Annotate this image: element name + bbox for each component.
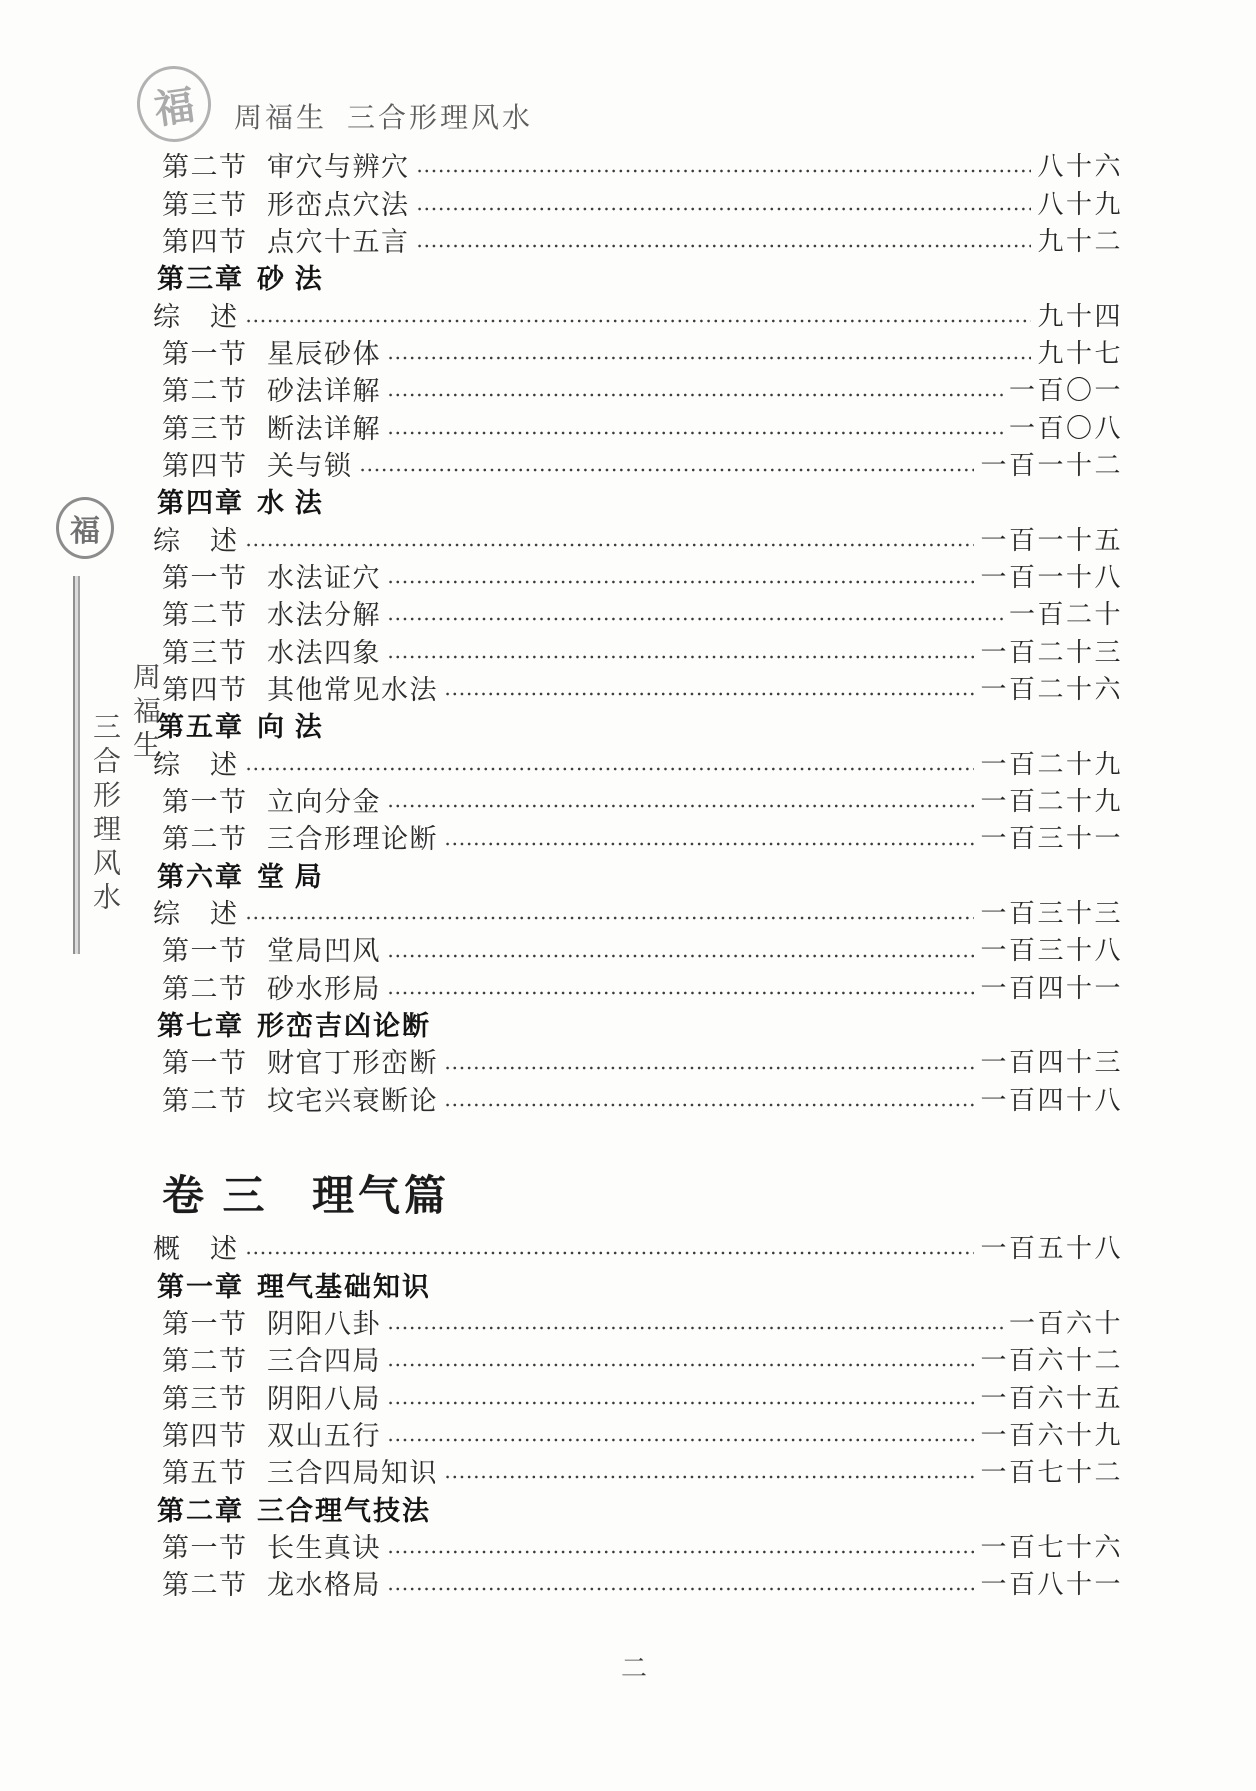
toc-entry-page: 一百六十九 xyxy=(980,1420,1123,1450)
toc-entry-page: 一百一十八 xyxy=(980,562,1123,592)
toc-entry-label: 第二节 xyxy=(162,376,248,407)
toc-leader-dots xyxy=(243,893,975,930)
toc-entry xyxy=(145,1080,1123,1117)
toc-entry-label: 第三节 xyxy=(162,1383,248,1414)
toc-leader-dots xyxy=(385,1415,974,1452)
toc-entry xyxy=(145,258,1123,295)
volume-heading: 卷 三 理气篇 xyxy=(162,1174,451,1220)
toc-entry-page: 一百二十六 xyxy=(980,674,1123,704)
toc-entry-label: 第四节 xyxy=(162,674,248,705)
toc-entry-title: 关与锁 xyxy=(267,450,353,481)
toc-entry xyxy=(145,1303,1123,1340)
toc-leader-dots xyxy=(385,631,974,668)
sidebar-seal-icon xyxy=(56,497,114,559)
toc-part-2 xyxy=(145,1228,1123,1601)
toc-leader-dots xyxy=(385,930,974,967)
toc-leader-dots xyxy=(328,482,1117,519)
toc-entry-page: 一百六十五 xyxy=(980,1383,1123,1413)
toc-leader-dots xyxy=(414,183,1032,220)
toc-entry-title: 断法详解 xyxy=(267,413,381,444)
toc-entry-title: 砂 法 xyxy=(257,264,324,295)
toc-entry xyxy=(145,1452,1123,1489)
toc-leader-dots xyxy=(442,1080,974,1117)
toc-leader-dots xyxy=(385,407,1003,444)
toc-entry xyxy=(145,968,1123,1005)
toc-entry-title: 双山五行 xyxy=(267,1420,381,1451)
toc-entry-label: 第六章 xyxy=(157,861,244,892)
toc-entry-page: 一百四十一 xyxy=(980,973,1123,1003)
toc-entry-label: 第二节 xyxy=(162,824,248,855)
toc-leader-dots xyxy=(328,706,1117,743)
toc-entry xyxy=(145,1527,1123,1564)
toc-entry-page: 一百七十六 xyxy=(980,1532,1123,1562)
toc-entry-page: 九十二 xyxy=(1037,226,1123,256)
toc-entry-title: 水 法 xyxy=(257,488,324,519)
seal-character: 福 xyxy=(70,515,100,548)
toc-entry-label: 第三节 xyxy=(162,637,248,668)
toc-entry-label: 第一节 xyxy=(162,1532,248,1563)
toc-entry-title: 形峦吉凶论断 xyxy=(257,1011,431,1042)
toc-leader-dots xyxy=(385,1527,974,1564)
toc-leader-dots xyxy=(385,968,974,1005)
toc-entry-label: 第二节 xyxy=(162,1570,248,1601)
toc-leader-dots xyxy=(243,295,1032,332)
toc-leader-dots xyxy=(385,370,1003,407)
toc-entry-page: 一百三十三 xyxy=(980,899,1123,929)
toc-entry-label: 第四章 xyxy=(157,488,244,519)
sidebar-author: 周福生 xyxy=(129,662,160,764)
toc-entry-label: 第四节 xyxy=(162,1420,248,1451)
toc-entry-title: 堂局凹风 xyxy=(267,936,381,967)
toc-entry-page: 一百五十八 xyxy=(980,1234,1123,1264)
toc-entry-title: 向 法 xyxy=(257,712,324,743)
toc-entry-page: 一百七十二 xyxy=(980,1458,1123,1488)
toc-entry xyxy=(145,1564,1123,1601)
toc-entry-page: 一百六十二 xyxy=(980,1346,1123,1376)
toc-entry-page: 一百四十三 xyxy=(980,1048,1123,1078)
toc-entry xyxy=(145,930,1123,967)
toc-entry-page: 八十六 xyxy=(1037,152,1123,182)
toc-entry-title: 堂 局 xyxy=(257,861,324,892)
toc-leader-dots xyxy=(435,1265,1117,1302)
toc-entry xyxy=(145,594,1123,631)
toc-leader-dots xyxy=(442,1042,974,1079)
toc-entry-label: 第一节 xyxy=(162,787,248,818)
toc-entry-page: 一百八十一 xyxy=(980,1570,1123,1600)
toc-entry-title: 审穴与辨穴 xyxy=(267,152,410,183)
toc-entry-page: 九十七 xyxy=(1037,338,1123,368)
toc-entry xyxy=(145,1377,1123,1414)
toc-leader-dots xyxy=(442,669,974,706)
toc-entry-title: 三合四局知识 xyxy=(267,1458,438,1489)
toc-entry xyxy=(145,1228,1123,1265)
toc-entry-label: 综 述 xyxy=(153,749,239,780)
seal-character: 福 xyxy=(151,81,198,133)
toc-entry xyxy=(145,1265,1123,1302)
toc-entry xyxy=(145,519,1123,556)
toc-entry-title: 龙水格局 xyxy=(267,1570,381,1601)
toc-leader-dots xyxy=(435,1489,1117,1526)
toc-entry xyxy=(145,744,1123,781)
toc-entry-label: 综 述 xyxy=(153,899,239,930)
toc-entry xyxy=(145,370,1123,407)
header-brand-text: 周福生 三合形理风水 xyxy=(234,103,534,134)
toc-leader-dots xyxy=(442,1452,974,1489)
toc-leader-dots xyxy=(414,221,1032,258)
sidebar-book-title: 三合形理风水 xyxy=(89,712,120,916)
toc-leader-dots xyxy=(385,1564,974,1601)
toc-leader-dots xyxy=(385,1340,974,1377)
toc-leader-dots xyxy=(442,818,974,855)
page-number: 二 xyxy=(620,1654,647,1683)
toc-leader-dots xyxy=(357,445,975,482)
toc-entry-label: 综 述 xyxy=(153,525,239,556)
toc-leader-dots xyxy=(385,1377,974,1414)
toc-entry-title: 阴阳八卦 xyxy=(267,1308,381,1339)
toc-entry xyxy=(145,295,1123,332)
toc-entry-page: 一百二十九 xyxy=(980,787,1123,817)
toc-entry-label: 第一节 xyxy=(162,338,248,369)
publisher-seal-icon xyxy=(132,61,216,147)
toc-entry-label: 第二章 xyxy=(157,1495,244,1526)
toc-entry xyxy=(145,1340,1123,1377)
toc-entry-title: 点穴十五言 xyxy=(267,226,410,257)
toc-entry-label: 第三节 xyxy=(162,413,248,444)
toc-entry xyxy=(145,221,1123,258)
toc-entry-title: 理气基础知识 xyxy=(257,1271,431,1302)
toc-entry-page: 一百二十九 xyxy=(980,749,1123,779)
sidebar-vertical-rule xyxy=(73,576,80,954)
toc-entry xyxy=(145,1005,1123,1042)
toc-entry-label: 第一节 xyxy=(162,562,248,593)
toc-leader-dots xyxy=(385,333,1031,370)
toc-entry-label: 第四节 xyxy=(162,450,248,481)
toc-entry-title: 砂法详解 xyxy=(267,376,381,407)
toc-entry-title: 三合理气技法 xyxy=(257,1495,431,1526)
toc-entry xyxy=(145,1042,1123,1079)
toc-entry-title: 水法分解 xyxy=(267,600,381,631)
toc-entry-label: 第二节 xyxy=(162,1085,248,1116)
toc-entry-label: 第一章 xyxy=(157,1271,244,1302)
toc-entry-page: 一百二十 xyxy=(1008,600,1123,630)
toc-entry-label: 第一节 xyxy=(162,1308,248,1339)
toc-leader-dots xyxy=(385,557,974,594)
toc-entry xyxy=(145,445,1123,482)
toc-entry-page: 八十九 xyxy=(1037,189,1123,219)
toc-entry-label: 第三章 xyxy=(157,264,244,295)
toc-entry-page: 一百二十三 xyxy=(980,637,1123,667)
toc-entry xyxy=(145,1415,1123,1452)
toc-entry-page: 一百三十一 xyxy=(980,824,1123,854)
toc-leader-dots xyxy=(435,1005,1117,1042)
toc-entry-title: 三合形理论断 xyxy=(267,824,438,855)
toc-entry-page: 一百四十八 xyxy=(980,1085,1123,1115)
toc-entry-title: 财官丁形峦断 xyxy=(267,1048,438,1079)
toc-leader-dots xyxy=(328,856,1117,893)
toc-entry-title: 阴阳八局 xyxy=(267,1383,381,1414)
toc-entry-title: 水法四象 xyxy=(267,637,381,668)
toc-entry-label: 第四节 xyxy=(162,226,248,257)
toc-leader-dots xyxy=(243,1228,975,1265)
toc-entry xyxy=(145,482,1123,519)
toc-leader-dots xyxy=(385,1303,1003,1340)
toc-entry-page: 一百一十二 xyxy=(980,450,1123,480)
toc-entry-title: 三合四局 xyxy=(267,1346,381,1377)
toc-entry xyxy=(145,631,1123,668)
toc-entry xyxy=(145,856,1123,893)
toc-entry-page: 一百〇一 xyxy=(1008,376,1123,406)
toc-entry-label: 第二节 xyxy=(162,973,248,1004)
toc-entry xyxy=(145,893,1123,930)
toc-entry-title: 长生真诀 xyxy=(267,1532,381,1563)
toc-leader-dots xyxy=(328,258,1117,295)
toc-entry xyxy=(145,818,1123,855)
toc-entry-label: 第七章 xyxy=(157,1011,244,1042)
toc-entry-page: 九十四 xyxy=(1037,301,1123,331)
toc-entry-label: 第五节 xyxy=(162,1458,248,1489)
toc-entry-label: 第二节 xyxy=(162,152,248,183)
toc-entry xyxy=(145,557,1123,594)
toc-entry-label: 第二节 xyxy=(162,600,248,631)
toc-entry-title: 形峦点穴法 xyxy=(267,189,410,220)
toc-entry xyxy=(145,333,1123,370)
toc-leader-dots xyxy=(385,594,1003,631)
toc-entry xyxy=(145,669,1123,706)
toc-entry xyxy=(145,1489,1123,1526)
toc-leader-dots xyxy=(243,519,975,556)
toc-entry xyxy=(145,706,1123,743)
toc-entry xyxy=(145,146,1123,183)
toc-entry-title: 其他常见水法 xyxy=(267,674,438,705)
toc-leader-dots xyxy=(385,781,974,818)
toc-part-1 xyxy=(145,146,1123,1117)
toc-entry-title: 星辰砂体 xyxy=(267,338,381,369)
toc-entry-label: 概 述 xyxy=(153,1234,239,1265)
toc-entry-title: 坟宅兴衰断论 xyxy=(267,1085,438,1116)
toc-entry-title: 水法证穴 xyxy=(267,562,381,593)
toc-entry xyxy=(145,781,1123,818)
toc-entry-page: 一百三十八 xyxy=(980,936,1123,966)
toc-entry-title: 立向分金 xyxy=(267,787,381,818)
toc-entry-label: 综 述 xyxy=(153,301,239,332)
toc-entry-page: 一百〇八 xyxy=(1008,413,1123,443)
toc-entry-page: 一百六十 xyxy=(1008,1308,1123,1338)
toc-entry-label: 第一节 xyxy=(162,1048,248,1079)
toc-entry xyxy=(145,407,1123,444)
toc-entry-page: 一百一十五 xyxy=(980,525,1123,555)
toc-leader-dots xyxy=(414,146,1032,183)
toc-entry-label: 第五章 xyxy=(157,712,244,743)
toc-entry-label: 第三节 xyxy=(162,189,248,220)
toc-entry-title: 砂水形局 xyxy=(267,973,381,1004)
toc-entry-label: 第一节 xyxy=(162,936,248,967)
toc-entry-label: 第二节 xyxy=(162,1346,248,1377)
toc-leader-dots xyxy=(243,744,975,781)
toc-entry xyxy=(145,183,1123,220)
